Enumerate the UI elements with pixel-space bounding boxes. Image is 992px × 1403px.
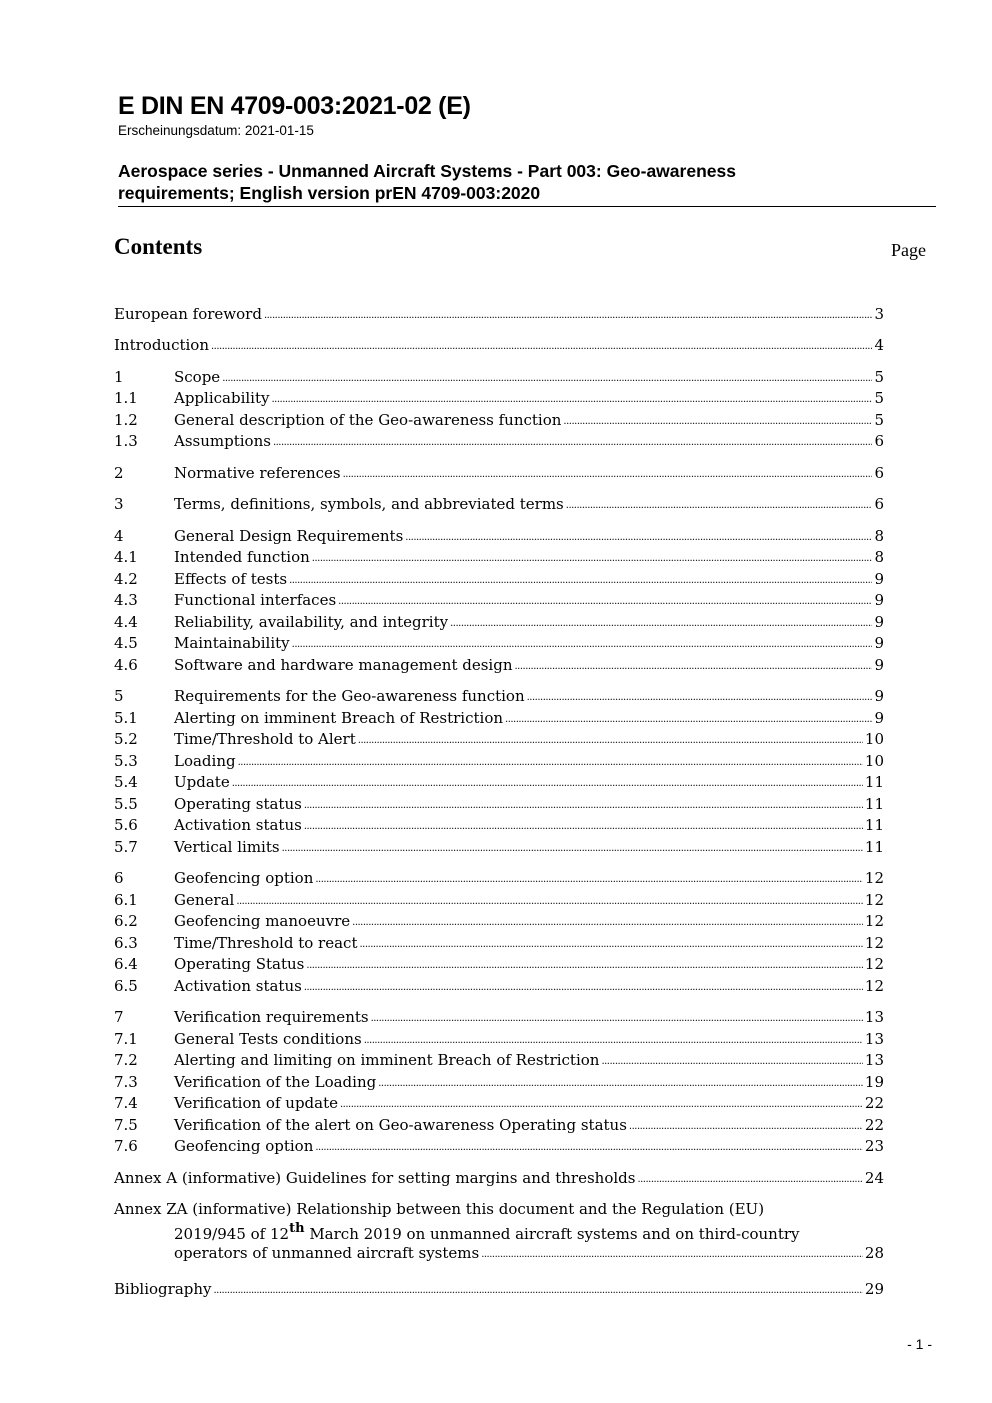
toc-section-number: 6 (114, 869, 124, 887)
toc-page-number: 9 (874, 709, 884, 727)
toc-entry[interactable] (114, 708, 884, 728)
toc-entry[interactable] (114, 1168, 884, 1188)
document-title (118, 160, 936, 207)
toc-line (174, 686, 884, 710)
toc-title: Assumptions (174, 432, 271, 450)
toc-title: Operating status (174, 795, 302, 813)
toc-title: Functional interfaces (174, 591, 337, 609)
toc-section-number: 1 (114, 368, 124, 386)
toc-title: Activation status (174, 977, 302, 995)
toc-entry[interactable] (114, 1093, 884, 1113)
toc-entry-annex-za[interactable] (114, 1199, 884, 1263)
toc-section-number: 2 (114, 464, 124, 482)
toc-entry[interactable] (114, 590, 884, 610)
toc-title: Time/Threshold to react (174, 934, 358, 952)
toc-section-number: 6.2 (114, 912, 138, 930)
toc-entry[interactable] (114, 431, 884, 451)
toc-title: Scope (174, 368, 221, 386)
toc-section-number: 7.1 (114, 1030, 138, 1048)
page-column-label: Page (891, 240, 926, 260)
toc-line (174, 1093, 884, 1117)
toc-section-number: 6.4 (114, 955, 138, 973)
toc-page-number: 19 (864, 1073, 884, 1091)
toc-title: Requirements for the Geo-awareness function (174, 687, 525, 705)
toc-section-number: 7.3 (114, 1073, 138, 1091)
annex-za-title-line1: Annex ZA (informative) Relationship between this document and the Regulation (EU) (114, 1200, 765, 1218)
toc-entry[interactable] (114, 335, 884, 355)
toc-line (174, 431, 884, 455)
toc-line (174, 911, 884, 935)
toc-title: General description of the Geo-awareness function (174, 411, 562, 429)
publication-date: Erscheinungsdatum: 2021-01-15 (118, 123, 314, 138)
toc-line (174, 837, 884, 861)
toc-section-number: 7 (114, 1008, 124, 1026)
contents-header (114, 234, 926, 268)
toc-title: Software and hardware management design (174, 656, 513, 674)
toc-entry[interactable] (114, 729, 884, 749)
toc-section-number: 6.5 (114, 977, 138, 995)
toc-page-number: 23 (864, 1137, 884, 1155)
document-header (118, 92, 936, 207)
toc-line (174, 868, 884, 892)
toc-section-number: 7.2 (114, 1051, 138, 1069)
toc-title: Reliability, availability, and integrity (174, 613, 449, 631)
toc-leader-dots (637, 1168, 862, 1192)
toc-line (174, 976, 884, 1000)
toc-line (114, 1279, 884, 1303)
annex-za-title-line3 (174, 1243, 884, 1263)
toc-entry[interactable] (114, 410, 884, 430)
toc-page-number: 11 (864, 816, 884, 834)
toc-leader-dots (264, 304, 873, 328)
toc-section-number: 5.4 (114, 773, 138, 791)
toc-section-number: 5.2 (114, 730, 138, 748)
toc-page-number: 9 (874, 613, 884, 631)
toc-page-number: 13 (864, 1008, 884, 1026)
toc-page-number: 5 (874, 368, 884, 386)
toc-page-number: 3 (874, 305, 884, 323)
toc-section-number: 7.5 (114, 1116, 138, 1134)
toc-line (174, 954, 884, 978)
toc-page-number: 4 (874, 336, 884, 354)
toc-line (174, 655, 884, 679)
toc-leader-dots (312, 547, 873, 571)
toc-line (174, 590, 884, 614)
toc-title: Loading (174, 752, 236, 770)
toc-section-number: 7.4 (114, 1094, 138, 1112)
toc-section-number: 4.6 (114, 656, 138, 674)
toc-section-number: 4.2 (114, 570, 138, 588)
toc-line (174, 547, 884, 571)
toc-entry[interactable] (114, 1072, 884, 1092)
annex-za-title-line2 (174, 1221, 884, 1243)
toc-leader-dots (352, 911, 863, 935)
toc-entry[interactable] (114, 1029, 884, 1049)
toc-title: General (174, 891, 235, 909)
toc-title: Verification requirements (174, 1008, 369, 1026)
toc-page-number: 8 (874, 527, 884, 545)
contents-heading: Contents (114, 234, 203, 259)
toc-line (114, 1168, 884, 1192)
toc-title: Geofencing manoeuvre (174, 912, 351, 930)
toc-leader-dots (514, 655, 872, 679)
toc-title: Bibliography (114, 1280, 212, 1298)
toc-entry[interactable] (114, 794, 884, 814)
toc-section-number: 3 (114, 495, 124, 513)
toc-section-number: 1.3 (114, 432, 138, 450)
toc-entry[interactable] (114, 633, 884, 653)
toc-page-number: 13 (864, 1030, 884, 1048)
toc-page-number: 29 (864, 1280, 884, 1298)
toc-page-number: 11 (864, 838, 884, 856)
toc-line (174, 815, 884, 839)
toc-entry[interactable] (114, 388, 884, 408)
toc-page-number: 13 (864, 1051, 884, 1069)
toc-leader-dots (214, 1279, 863, 1303)
toc-leader-dots (340, 1093, 863, 1117)
toc-leader-dots (304, 976, 863, 1000)
toc-title: Annex A (informative) Guidelines for setting margins and thresholds (114, 1169, 636, 1187)
toc-leader-dots (343, 463, 873, 487)
toc-page-number: 6 (874, 432, 884, 450)
toc-leader-dots (481, 1243, 863, 1263)
toc-line (174, 463, 884, 487)
toc-page-number: 9 (874, 634, 884, 652)
toc-line (114, 335, 884, 359)
toc-leader-dots (273, 431, 873, 455)
toc-title: Geofencing option (174, 869, 314, 887)
toc-entry[interactable] (114, 686, 884, 706)
toc-title: Introduction (114, 336, 209, 354)
toc-leader-dots (315, 868, 863, 892)
toc-entry[interactable] (114, 569, 884, 589)
toc-page-number: 12 (864, 869, 884, 887)
toc-page-number: 12 (864, 912, 884, 930)
toc-entry[interactable] (114, 933, 884, 953)
toc-title: General Tests conditions (174, 1030, 362, 1048)
toc-page-number: 6 (874, 495, 884, 513)
toc-entry[interactable] (114, 751, 884, 771)
toc-leader-dots (371, 1007, 863, 1031)
toc-title: Operating Status (174, 955, 305, 973)
toc-leader-dots (282, 837, 863, 861)
toc-title: Maintainability (174, 634, 290, 652)
toc-entry[interactable] (114, 954, 884, 974)
toc-page-number: 5 (874, 411, 884, 429)
toc-section-number: 4.4 (114, 613, 138, 631)
toc-leader-dots (315, 1136, 863, 1160)
toc-entry[interactable] (114, 1136, 884, 1156)
toc-line (174, 1050, 884, 1074)
toc-entry[interactable] (114, 547, 884, 567)
toc-entry[interactable] (114, 890, 884, 910)
toc-entry[interactable] (114, 868, 884, 888)
toc-section-number: 7.6 (114, 1137, 138, 1155)
document-id: E DIN EN 4709-003:2021-02 (E) (118, 92, 471, 120)
toc-leader-dots (338, 590, 872, 614)
toc-title: Activation status (174, 816, 302, 834)
toc-title: Alerting on imminent Breach of Restriction (174, 709, 504, 727)
toc-page-number: 8 (874, 548, 884, 566)
toc-title: European foreword (114, 305, 262, 323)
toc-leader-dots (358, 729, 863, 753)
toc-entry[interactable] (114, 976, 884, 996)
toc-line (174, 772, 884, 796)
toc-section-number: 6.1 (114, 891, 138, 909)
toc-page-number: 5 (874, 389, 884, 407)
toc-line (174, 1007, 884, 1031)
toc-title: Terms, definitions, symbols, and abbreviated terms (174, 495, 564, 513)
toc-leader-dots (306, 954, 863, 978)
toc-leader-dots (566, 494, 873, 518)
toc-page-number: 12 (864, 955, 884, 973)
toc-page-number: 9 (874, 570, 884, 588)
toc-entry[interactable] (114, 911, 884, 931)
toc-entry[interactable] (114, 1050, 884, 1070)
toc-page-number: 10 (864, 752, 884, 770)
toc-section-number: 6.3 (114, 934, 138, 952)
toc-page-number: 22 (864, 1116, 884, 1134)
document-title-line1: Aerospace series - Unmanned Aircraft Systems - Part 003: Geo-awareness (118, 161, 736, 181)
annex-za-superscript: th (289, 1221, 305, 1236)
toc-leader-dots (304, 815, 863, 839)
toc-title: Applicability (174, 389, 270, 407)
annex-za-line2-start: 2019/945 of 12 (174, 1225, 290, 1243)
toc-entry[interactable] (114, 655, 884, 675)
toc-title: Update (174, 773, 230, 791)
toc-title: Verification of the alert on Geo-awareness Operating status (174, 1116, 627, 1134)
toc-section-number: 4 (114, 527, 124, 545)
toc-section-number: 4.1 (114, 548, 138, 566)
toc-entry[interactable] (114, 815, 884, 835)
toc-entry[interactable] (114, 494, 884, 514)
annex-za-line2-end: March 2019 on unmanned aircraft systems and on third-country (304, 1225, 800, 1243)
toc-title: Alerting and limiting on imminent Breach of Restriction (174, 1051, 600, 1069)
toc-entry[interactable] (114, 772, 884, 792)
toc-entry[interactable] (114, 1007, 884, 1027)
annex-za-line3-text: operators of unmanned aircraft systems (174, 1244, 480, 1262)
toc-leader-dots (292, 633, 873, 657)
toc-title: Normative references (174, 464, 341, 482)
page-footer-number: - 1 - (907, 1336, 932, 1352)
toc-leader-dots (271, 388, 872, 412)
toc-section-number: 5 (114, 687, 124, 705)
toc-page-number: 24 (864, 1169, 884, 1187)
toc-entry[interactable] (114, 612, 884, 632)
toc-entry[interactable] (114, 837, 884, 857)
toc-leader-dots (211, 335, 872, 359)
toc-title: Verification of update (174, 1094, 338, 1112)
toc-leader-dots (527, 686, 873, 710)
toc-section-number: 5.5 (114, 795, 138, 813)
toc-section-number: 5.1 (114, 709, 138, 727)
toc-page-number: 9 (874, 656, 884, 674)
toc-title: Intended function (174, 548, 310, 566)
toc-title: Geofencing option (174, 1137, 314, 1155)
document-title-line2: requirements; English version prEN 4709-003:2020 (118, 183, 541, 203)
toc-page-number: 11 (864, 773, 884, 791)
toc-leader-dots (232, 772, 863, 796)
toc-line (174, 388, 884, 412)
toc-title: General Design Requirements (174, 527, 404, 545)
toc-page-number: 28 (864, 1244, 884, 1262)
toc-title: Verification of the Loading (174, 1073, 377, 1091)
toc-line (174, 1136, 884, 1160)
toc-title: Effects of tests (174, 570, 288, 588)
toc-section-number: 5.3 (114, 752, 138, 770)
toc-page-number: 6 (874, 464, 884, 482)
toc-entry[interactable] (114, 367, 884, 387)
toc-title: Time/Threshold to Alert (174, 730, 356, 748)
toc-page-number: 22 (864, 1094, 884, 1112)
toc-section-number: 4.3 (114, 591, 138, 609)
toc-section-number: 1.2 (114, 411, 138, 429)
toc-line (114, 304, 884, 328)
toc-page-number: 12 (864, 934, 884, 952)
toc-section-number: 5.7 (114, 838, 138, 856)
toc-entry-bibliography[interactable] (114, 1279, 884, 1299)
toc-section-number: 1.1 (114, 389, 138, 407)
toc-leader-dots (601, 1050, 862, 1074)
toc-entry[interactable] (114, 1115, 884, 1135)
toc-entry[interactable] (114, 463, 884, 483)
toc-line (174, 633, 884, 657)
toc-title: Vertical limits (174, 838, 280, 856)
toc-section-number: 4.5 (114, 634, 138, 652)
toc-page-number: 9 (874, 687, 884, 705)
toc-entry[interactable] (114, 526, 884, 546)
toc-line (174, 494, 884, 518)
toc-page-number: 12 (864, 891, 884, 909)
toc-line (174, 729, 884, 753)
toc-page-number: 10 (864, 730, 884, 748)
toc-section-number: 5.6 (114, 816, 138, 834)
toc-page-number: 12 (864, 977, 884, 995)
toc-entry[interactable] (114, 304, 884, 324)
toc-page-number: 11 (864, 795, 884, 813)
toc-page-number: 9 (874, 591, 884, 609)
